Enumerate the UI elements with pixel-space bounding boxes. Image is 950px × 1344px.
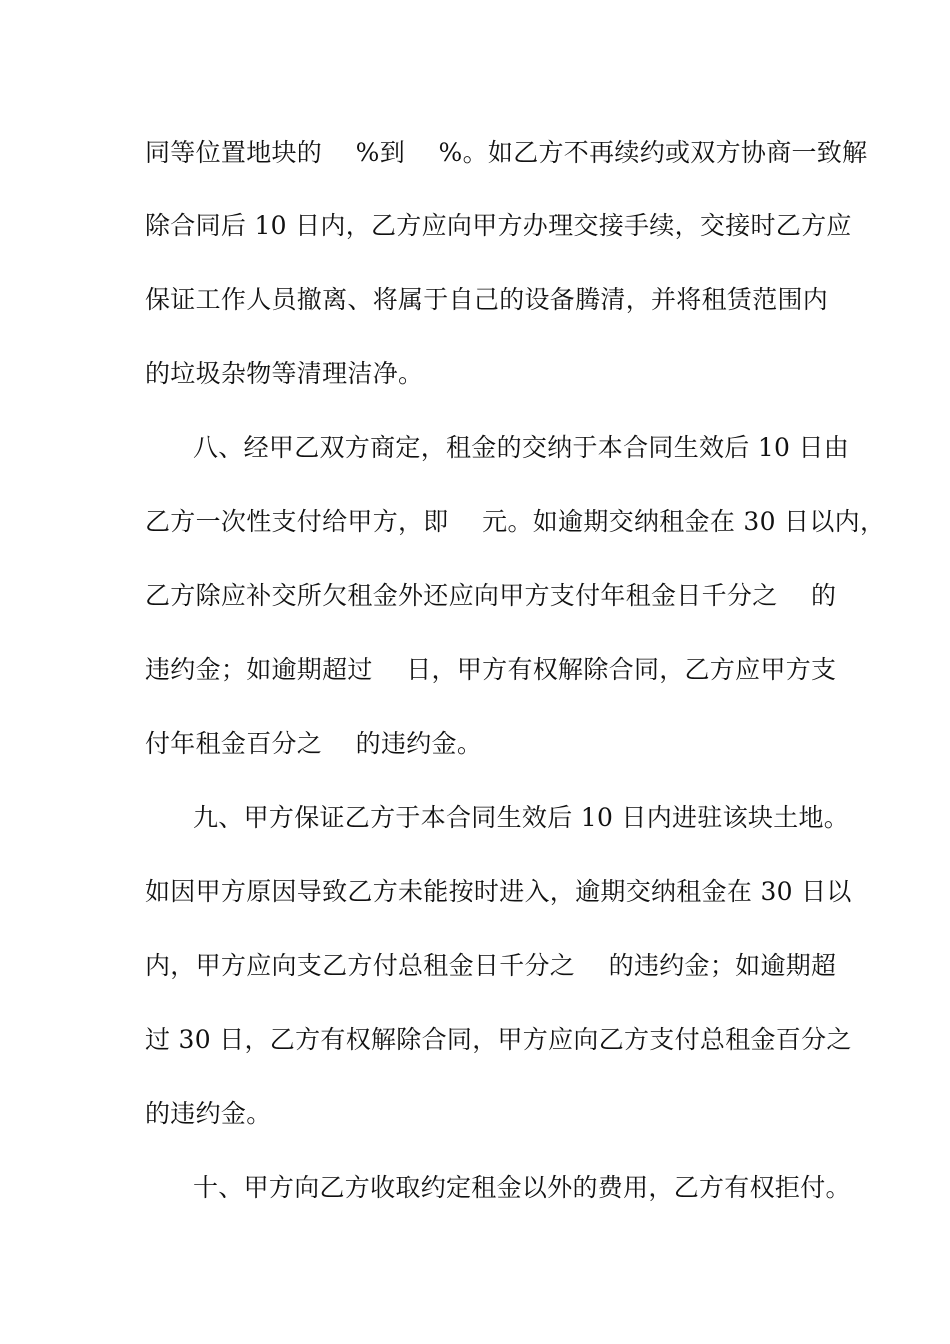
text-line-1: 同等位置地块的 %到 %。如乙方不再续约或双方协商一致解 (145, 138, 868, 167)
text-line-7: 乙方除应补交所欠租金外还应向甲方支付年租金日千分之 的 (145, 581, 837, 610)
text-line-2: 除合同后 10 日内，乙方应向甲方办理交接手续，交接时乙方应 (145, 211, 852, 240)
text-line-11: 如因甲方原因导致乙方未能按时进入，逾期交纳租金在 30 日以 (145, 877, 852, 906)
text-line-14: 的违约金。 (145, 1099, 272, 1128)
text-line-12: 内，甲方应向支乙方付总租金日千分之 的违约金；如逾期超 (145, 951, 837, 980)
text-line-13: 过 30 日，乙方有权解除合同，甲方应向乙方支付总租金百分之 (145, 1025, 852, 1054)
clause-9-start: 九、甲方保证乙方于本合同生效后 10 日内进驻该块土地。 (193, 803, 850, 832)
text-line-8: 违约金；如逾期超过 日，甲方有权解除合同，乙方应甲方支 (145, 655, 837, 684)
clause-10-start: 十、甲方向乙方收取约定租金以外的费用，乙方有权拒付。 (193, 1173, 851, 1202)
text-line-9: 付年租金百分之 的违约金。 (145, 729, 483, 758)
text-line-4: 的垃圾杂物等清理洁净。 (145, 359, 424, 388)
clause-8-start: 八、经甲乙双方商定，租金的交纳于本合同生效后 10 日由 (193, 433, 850, 462)
text-line-6: 乙方一次性支付给甲方，即 元。如逾期交纳租金在 30 日以内， (145, 507, 886, 536)
text-line-3: 保证工作人员撤离、将属于自己的设备腾清，并将租赁范围内 (145, 285, 829, 314)
